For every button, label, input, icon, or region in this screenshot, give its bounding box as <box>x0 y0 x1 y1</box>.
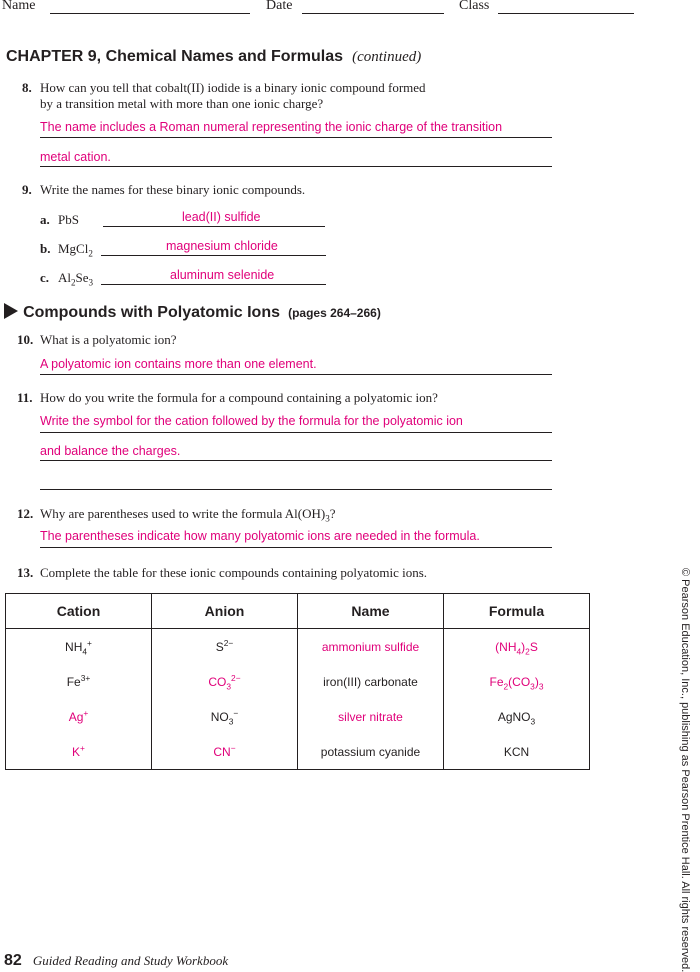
column-header: Cation <box>6 594 152 629</box>
question-text: Write the names for these binary ionic compounds. <box>40 182 306 197</box>
cation-cell: $Fe^{3+}$ <box>66 672 91 689</box>
question-number: 11. <box>17 390 33 405</box>
table-row <box>6 699 590 734</box>
chapter-continued: (continued) <box>352 49 422 65</box>
formula-cell: $Fe_2(CO_3)_3$ <box>444 664 590 699</box>
page-number: 82 <box>4 952 22 969</box>
question-text: Complete the table for these ionic compounds containing polyatomic ions. <box>40 565 428 580</box>
copyright-notice: © Pearson Education, Inc., publishing as Pearson Prentice Hall. All rights reserved. <box>679 568 691 972</box>
column-header: Name <box>298 594 444 629</box>
item-formula: MgCl$_2$ <box>58 241 93 259</box>
answer-text: metal cation. <box>40 150 111 164</box>
question-number: 9. <box>22 182 32 197</box>
question-text: How can you tell that cobalt(II) iodide is a binary ionic compound formed <box>40 80 426 95</box>
table-header-row <box>6 594 590 629</box>
name-label: Name <box>2 0 36 13</box>
name-cell: ammonium sulfide <box>298 629 444 665</box>
answer-line <box>40 137 552 138</box>
item-letter: c. <box>40 270 50 285</box>
section-pages: (pages 264–266) <box>288 306 381 320</box>
polyatomic-compounds-table <box>5 593 590 770</box>
class-label: Class <box>459 0 490 13</box>
column-header: Anion <box>152 594 298 629</box>
answer-text: The parentheses indicate how many polyatomic ions are needed in the formula. <box>40 529 480 543</box>
section-heading <box>4 302 381 322</box>
answer-line <box>103 226 325 227</box>
formula-cell: $(NH_4)_2S$ <box>444 629 590 665</box>
question-number: 12. <box>17 506 34 521</box>
item-formula: PbS <box>58 212 79 227</box>
answer-text: magnesium chloride <box>166 239 278 253</box>
table-row <box>6 629 590 665</box>
item-letter: b. <box>40 241 51 256</box>
answer-line <box>40 489 552 490</box>
table-row <box>6 664 590 699</box>
anion-cell: CN− <box>152 734 298 770</box>
question-text: Why are parentheses used to write the formula $Al(OH)_3$? <box>40 506 336 524</box>
anion-cell: $NO_3^-$ <box>152 699 298 734</box>
answer-text: A polyatomic ion contains more than one element. <box>40 357 317 371</box>
answer-line <box>40 374 552 375</box>
book-title: Guided Reading and Study Workbook <box>32 953 229 968</box>
class-field-line[interactable] <box>498 13 634 14</box>
formula-cell: KCN <box>444 734 590 770</box>
cation-cell: $NH_4^+$ <box>65 637 92 656</box>
question-number: 8. <box>22 80 32 95</box>
anion-cell: $CO_3^{2-}$ <box>152 664 298 699</box>
formula-cell: AgNO$_3$ <box>444 699 590 734</box>
answer-text: and balance the charges. <box>40 444 181 458</box>
question-number: 10. <box>17 332 34 347</box>
answer-line <box>101 284 326 285</box>
cation-cell: Ag+ <box>68 707 89 724</box>
question-text: How do you write the formula for a compound containing a polyatomic ion? <box>40 390 438 405</box>
name-field-line[interactable] <box>50 13 250 14</box>
page-footer <box>4 950 228 970</box>
item-formula: $Al_2Se_3$ <box>58 270 94 288</box>
chapter-title: CHAPTER 9, Chemical Names and Formulas <box>6 48 343 65</box>
section-title: Compounds with Polyatomic Ions <box>23 304 280 321</box>
anion-cell: $S^{2-}$ <box>152 629 298 665</box>
answer-line <box>40 460 552 461</box>
question-text: What is a polyatomic ion? <box>40 332 177 347</box>
table-row <box>6 734 590 770</box>
question-text: by a transition metal with more than one ionic charge? <box>40 96 324 111</box>
answer-text: The name includes a Roman numeral representing the ionic charge of the transition <box>40 120 503 134</box>
answer-line <box>40 432 552 433</box>
question-number: 13. <box>17 565 34 580</box>
date-field-line[interactable] <box>302 13 444 14</box>
name-cell: potassium cyanide <box>298 734 444 770</box>
chapter-heading <box>6 46 421 66</box>
name-cell: silver nitrate <box>298 699 444 734</box>
cation-cell: K+ <box>72 742 85 759</box>
answer-text: Write the symbol for the cation followed by the formula for the polyatomic ion <box>40 414 463 428</box>
answer-line <box>101 255 326 256</box>
answer-text: aluminum selenide <box>170 268 275 282</box>
answer-text: lead(II) sulfide <box>182 210 261 224</box>
answer-line <box>40 547 552 548</box>
item-letter: a. <box>40 212 50 227</box>
answer-line <box>40 166 552 167</box>
date-label: Date <box>266 0 293 13</box>
triangle-bullet-icon <box>4 303 18 319</box>
column-header: Formula <box>444 594 590 629</box>
name-cell: iron(III) carbonate <box>298 664 444 699</box>
